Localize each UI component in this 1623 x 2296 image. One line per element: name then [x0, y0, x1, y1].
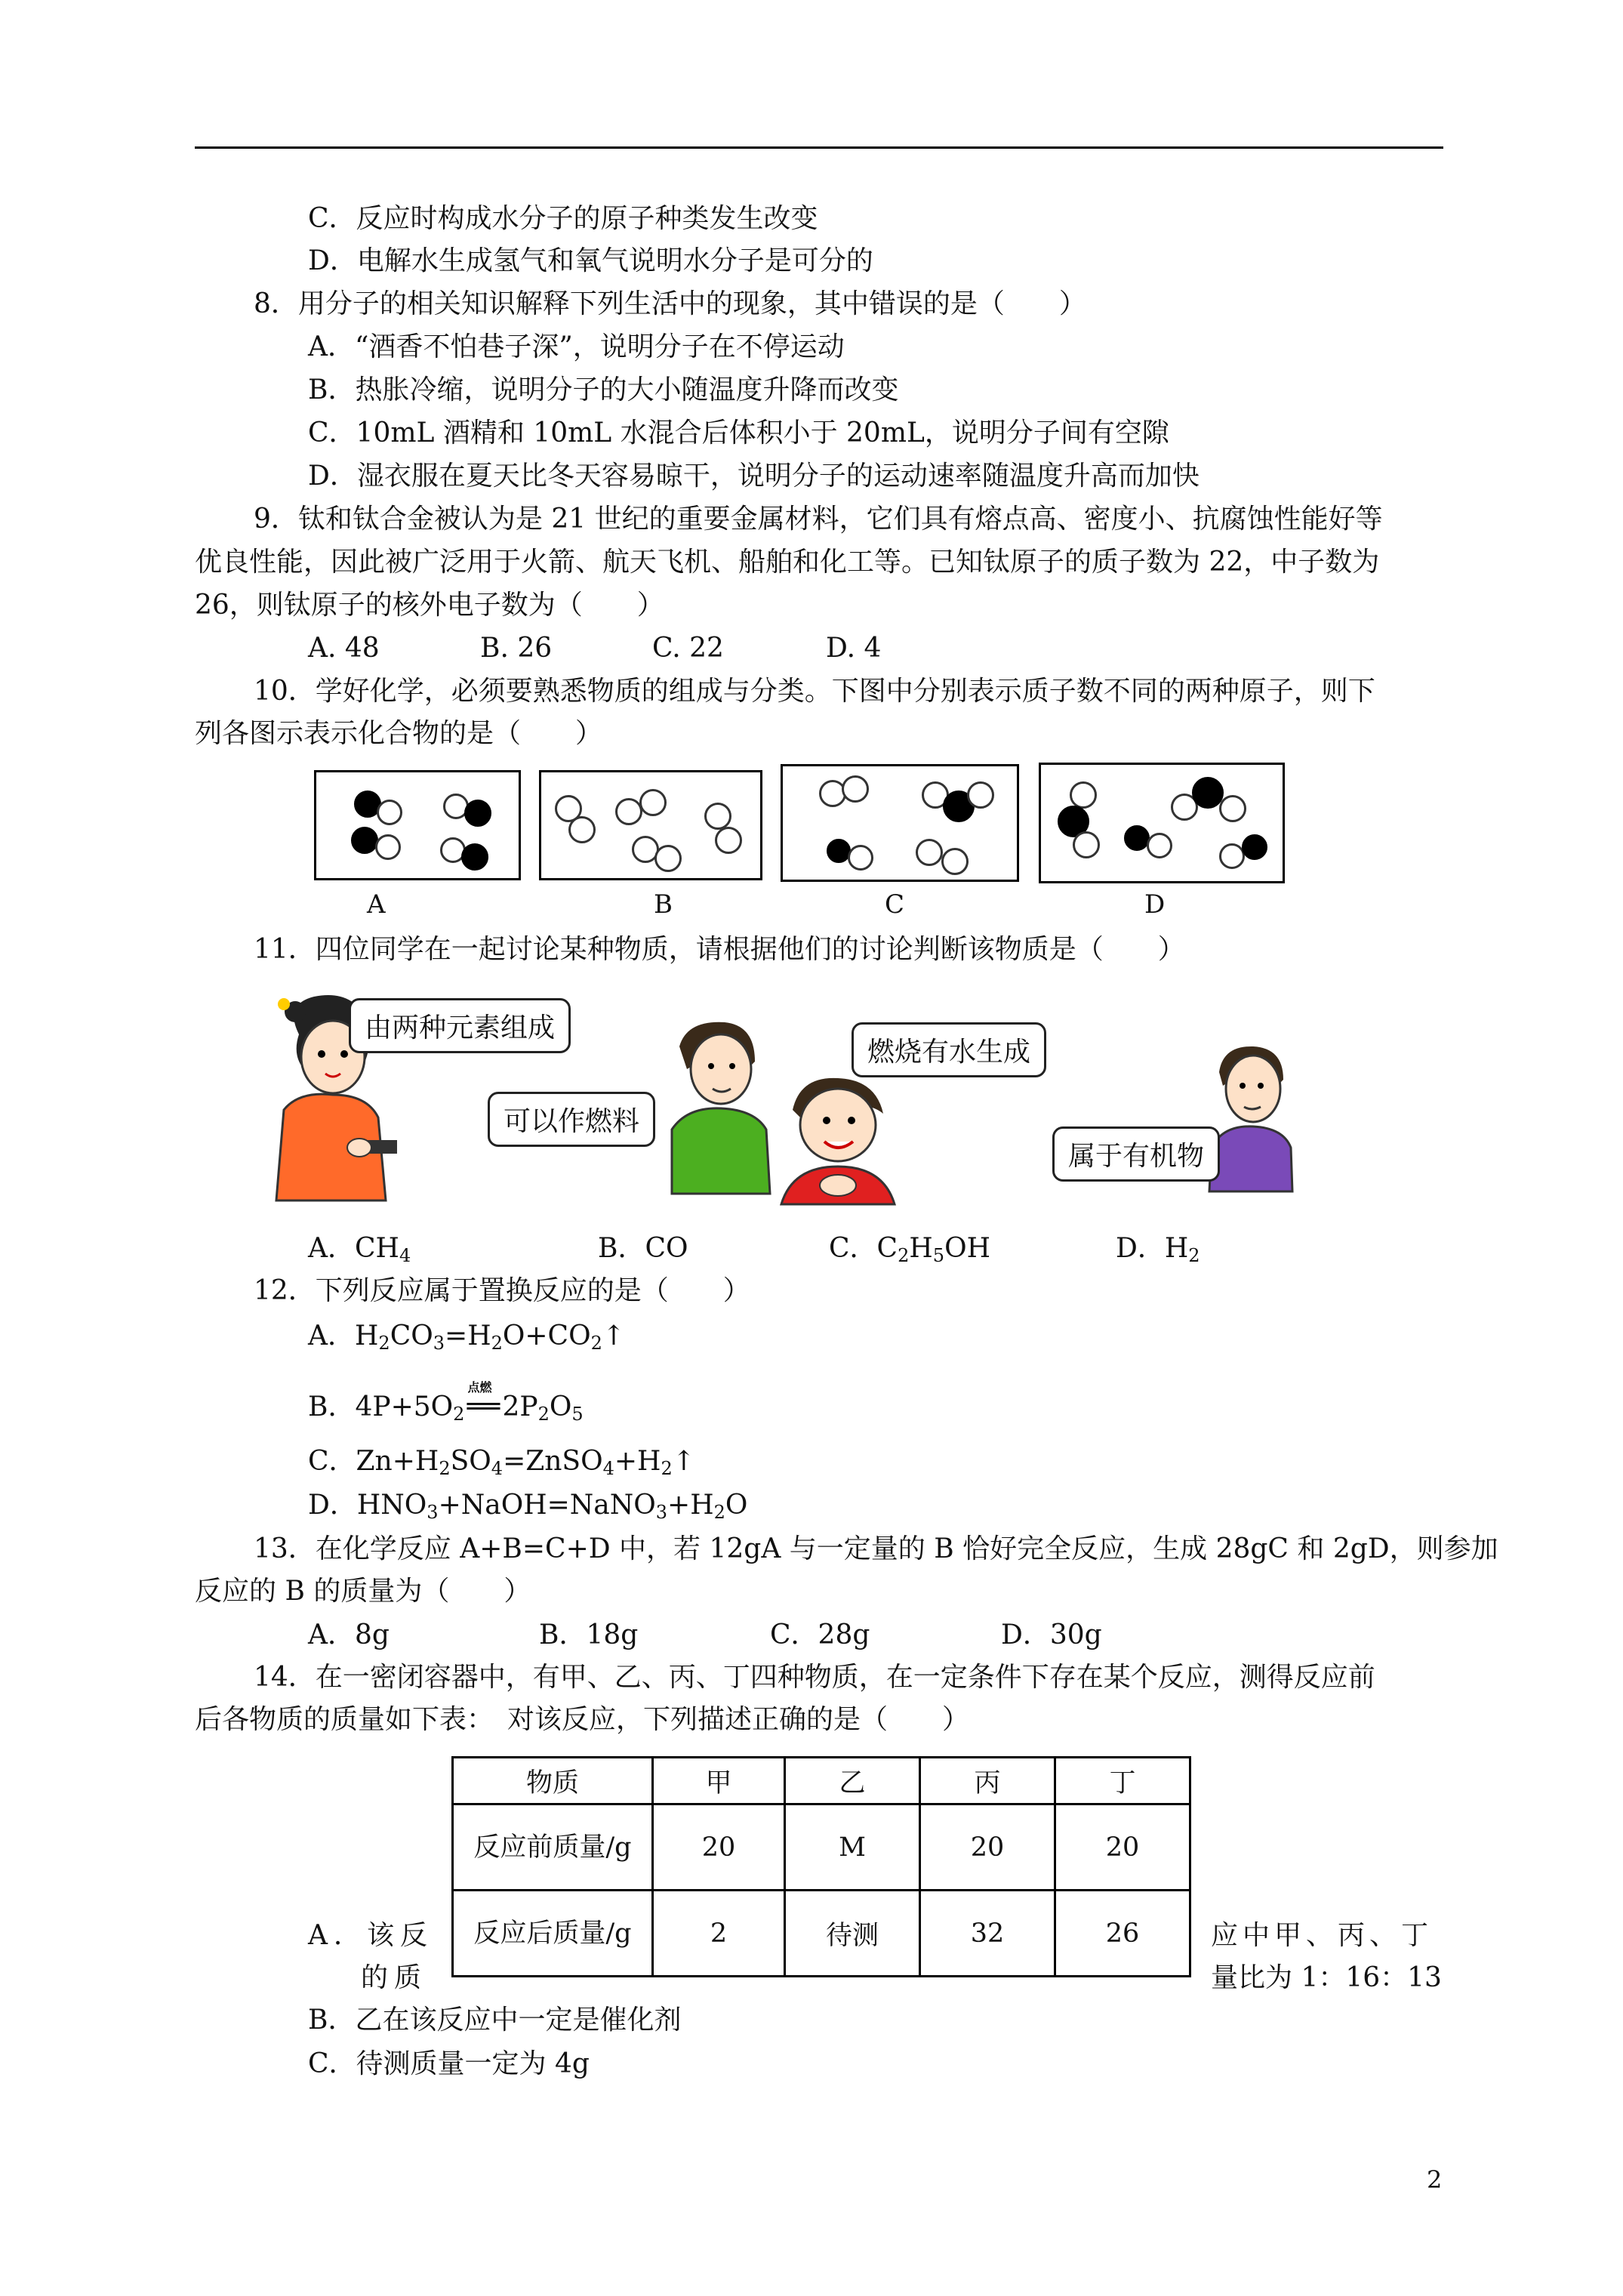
- white-atom: [377, 800, 402, 825]
- speech-bubble-2: 可以作燃料: [488, 1092, 655, 1147]
- q13-option-a: A．8g: [308, 1620, 390, 1650]
- table-cell: M: [785, 1804, 920, 1891]
- q9-line-2: 优良性能，因此被广泛用于火箭、航天飞机、船舶和化工等。已知钛原子的质子数为 22，中子数为: [195, 547, 1380, 578]
- boy-student-illustration-1: [657, 1016, 778, 1197]
- molecule-box-a: [314, 770, 521, 880]
- white-atom: [848, 845, 873, 871]
- q12-stem: 12．下列反应属于置换反应的是（ ）: [254, 1275, 750, 1306]
- white-atom: [1070, 781, 1097, 809]
- black-atom: [1192, 777, 1224, 809]
- condition-ignite: 点燃: [467, 1380, 492, 1395]
- white-atom: [568, 816, 596, 843]
- q7-option-c: C．反应时构成水分子的原子种类发生改变: [308, 203, 818, 234]
- q14-option-b: B．乙在该反应中一定是催化剂: [308, 2005, 682, 2036]
- black-atom: [1124, 825, 1150, 851]
- speech-bubble-3: 燃烧有水生成: [852, 1022, 1046, 1077]
- q14-option-c: C．待测质量一定为 4g: [308, 2048, 590, 2079]
- q12-option-b: B．$4P+5O_2$ 点燃 $══2P_2O_5$: [308, 1391, 584, 1424]
- q9-option-a: A. 48: [308, 633, 380, 664]
- white-atom: [1219, 843, 1245, 869]
- black-atom: [461, 843, 488, 871]
- q9-option-b: B. 26: [480, 633, 553, 664]
- table-cell: 20: [653, 1804, 785, 1891]
- q9-option-c: C. 22: [652, 633, 724, 664]
- q8-option-c: C．10mL 酒精和 10mL 水混合后体积小于 20mL，说明分子间有空隙: [308, 418, 1169, 448]
- white-atom: [1219, 795, 1246, 822]
- table-cell: 反应后质量/g: [453, 1891, 653, 1977]
- white-atom: [967, 781, 994, 809]
- table-cell: 32: [920, 1891, 1055, 1977]
- boy-student-illustration-2: [770, 1072, 906, 1208]
- table-cell: 2: [653, 1891, 785, 1977]
- table-cell: 待测: [785, 1891, 920, 1977]
- q14-option-a-left-2: 的质: [361, 1962, 428, 1993]
- table-cell: 乙: [785, 1758, 920, 1804]
- white-atom: [639, 789, 667, 816]
- q11-option-d: D．$H_2$: [1116, 1233, 1200, 1266]
- q13-option-c: C．28g: [770, 1620, 870, 1650]
- molecule-box-c: [781, 764, 1019, 882]
- q11-option-a: A．$CH_4$: [308, 1233, 411, 1266]
- q7-option-d: D．电解水生成氢气和氧气说明水分子是可分的: [308, 245, 873, 276]
- q11-stem: 11．四位同学在一起讨论某种物质，请根据他们的讨论判断该物质是（ ）: [254, 934, 1185, 965]
- white-atom: [615, 798, 642, 825]
- q14-option-a-right-1: 应中甲、丙、丁: [1211, 1920, 1434, 1951]
- q14-line-2: 后各物质的质量如下表： 对该反应，下列描述正确的是（ ）: [195, 1704, 970, 1735]
- header-rule: [195, 146, 1443, 149]
- white-atom: [654, 845, 682, 872]
- q8-option-d: D．湿衣服在夏天比冬天容易晾干，说明分子的运动速率随温度升高而加快: [308, 461, 1200, 492]
- q13-line-1: 13．在化学反应 A+B=C+D 中，若 12gA 与一定量的 B 恰好完全反应，生成 28gC 和 2gD，则参加: [254, 1533, 1498, 1564]
- white-atom: [916, 839, 943, 866]
- q13-option-d: D．30g: [1001, 1620, 1102, 1650]
- white-atom: [1147, 833, 1172, 858]
- page-number: 2: [1427, 2165, 1443, 2194]
- black-atom: [351, 827, 378, 854]
- white-atom: [941, 848, 969, 875]
- q10-line-2: 列各图示表示化合物的是（ ）: [195, 718, 603, 749]
- q11-option-b: B．CO: [598, 1233, 688, 1264]
- q8-option-b: B．热胀冷缩，说明分子的大小随温度升降而改变: [308, 374, 899, 405]
- table-cell: 反应前质量/g: [453, 1804, 653, 1891]
- q9-line-3: 26，则钛原子的核外电子数为（ ）: [195, 590, 664, 621]
- white-atom: [715, 827, 742, 854]
- q8-option-a: A．“酒香不怕巷子深”，说明分子在不停运动: [308, 331, 845, 362]
- black-atom: [464, 800, 491, 827]
- mass-table: [451, 1756, 1191, 1977]
- q11-option-c: C．$C_2H_5OH$: [829, 1233, 990, 1266]
- molecule-box-d: [1039, 763, 1285, 883]
- table-row: [453, 1891, 1190, 1977]
- q10-line-1: 10．学好化学，必须要熟悉物质的组成与分类。下图中分别表示质子数不同的两种原子，则下: [254, 676, 1375, 707]
- molecule-box-b: [539, 770, 762, 880]
- box-label-d: D: [1144, 889, 1166, 920]
- speech-bubble-4: 属于有机物: [1052, 1126, 1220, 1182]
- q13-line-2: 反应的 B 的质量为（ ）: [195, 1576, 531, 1607]
- white-atom: [704, 803, 731, 830]
- table-cell: 20: [1055, 1804, 1190, 1891]
- q12-option-d: D．$HNO_3+NaOH=NaNO_3+H_2O$: [308, 1490, 748, 1523]
- white-atom: [1073, 831, 1100, 858]
- q9-option-d: D. 4: [826, 633, 882, 664]
- table-cell: 丁: [1055, 1758, 1190, 1804]
- table-cell: 甲: [653, 1758, 785, 1804]
- q14-option-a-left-1: A．该反: [308, 1920, 433, 1951]
- box-label-b: B: [654, 889, 673, 920]
- table-row: [453, 1804, 1190, 1891]
- black-atom: [1242, 834, 1267, 860]
- table-cell: 20: [920, 1804, 1055, 1891]
- q14-line-1: 14．在一密闭容器中，有甲、乙、丙、丁四种物质，在一定条件下存在某个反应，测得反应前: [254, 1662, 1375, 1693]
- white-atom: [375, 834, 401, 860]
- q14-option-a-right-2: 量比为 1：16：13: [1211, 1962, 1442, 1993]
- q12-option-a: A．$H_2CO_3=H_2O+CO_2↑$: [308, 1321, 626, 1354]
- speech-bubble-1: 由两种元素组成: [349, 998, 571, 1053]
- table-cell: 物质: [453, 1758, 653, 1804]
- q12-option-c: C．$Zn+H_2SO_4=ZnSO_4+H_2↑$: [308, 1446, 695, 1479]
- table-header-row: [453, 1758, 1190, 1804]
- white-atom: [842, 775, 869, 803]
- table-cell: 26: [1055, 1891, 1190, 1977]
- q9-line-1: 9．钛和钛合金被认为是 21 世纪的重要金属材料，它们具有熔点高、密度小、抗腐蚀性能好等: [254, 504, 1383, 535]
- box-label-c: C: [885, 889, 905, 920]
- q8-stem: 8．用分子的相关知识解释下列生活中的现象，其中错误的是（ ）: [254, 288, 1086, 319]
- box-label-a: A: [367, 889, 386, 920]
- q13-option-b: B．18g: [539, 1620, 639, 1650]
- table-cell: 丙: [920, 1758, 1055, 1804]
